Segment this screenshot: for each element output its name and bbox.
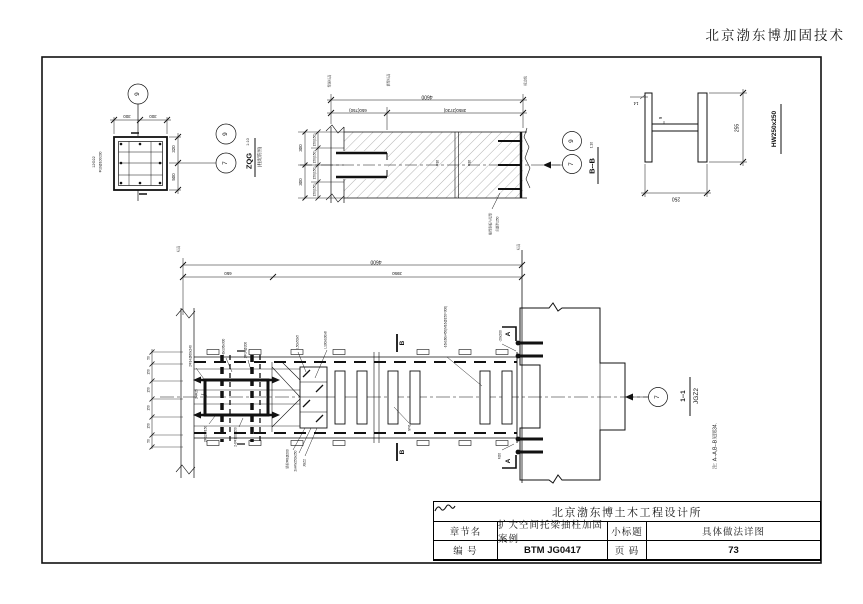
section-mark-b: B [398, 449, 406, 455]
section-bubble-9: 9 [221, 132, 229, 136]
subtitle-label: 小标题 [607, 522, 646, 540]
institute-logo [434, 502, 456, 514]
section-mark-a: A [504, 331, 512, 337]
rebar-note: Φ10@100/200 [98, 151, 103, 173]
dim-label: 4600 [421, 93, 433, 100]
level-tag: 标高 [176, 245, 181, 253]
page-number: 73 [646, 541, 820, 559]
leader-note: 贴焊钢板与原梁 [488, 212, 493, 236]
section-bubble-7: 7 [567, 162, 575, 166]
dim-label: 3950 [392, 271, 402, 277]
section-bubble-7: 7 [653, 395, 661, 399]
institute-name: 北京渤东博土木工程设计所 [552, 506, 702, 519]
dim-label: 150(150) [312, 150, 317, 164]
bolt-tag: Φ16 [467, 159, 472, 167]
company-header: 北京渤东博加固技术 [705, 28, 845, 43]
view-title-name: JGZ2 [692, 388, 700, 404]
dim-label: 150 [146, 387, 151, 393]
annotation: L50x50x5 [295, 335, 300, 349]
chapter-label: 章节名 [449, 528, 482, 538]
dim-label: 14 [633, 101, 639, 107]
annotation: 2xHW250x250 [293, 450, 298, 472]
dim-label: 150(150) [312, 166, 317, 180]
dim-label: 300 [123, 114, 131, 120]
dim-label: 500 [170, 173, 176, 181]
section-bubble-9: 9 [133, 92, 141, 96]
detail-scale: 1:10 [246, 138, 251, 146]
dim-label: 320 [170, 145, 176, 153]
level-tag: 新梁标高 [386, 73, 391, 87]
title-block-row [434, 540, 820, 559]
section-mark-b: B [398, 340, 406, 346]
chapter-value: 扩大空间托梁抽柱加固案例 [497, 522, 607, 540]
dim-label: 150 [146, 423, 151, 429]
annotation: 24Φ25 [194, 389, 199, 399]
annotation: 2Φ14@200 [243, 341, 248, 359]
title-block-institute-row [434, 502, 820, 522]
dim-label: 4600 [370, 258, 382, 265]
annotation: M20 [497, 452, 502, 460]
dim-label: 255 [734, 123, 741, 133]
level-tag: 柱边线 [523, 76, 528, 86]
dim-label: 50 [146, 439, 151, 443]
detail-title-hw: HW250x250 [770, 110, 778, 148]
dim-label: 650 [224, 271, 232, 277]
annotation: -8x136x300 [221, 338, 226, 356]
leader-note: 间距约250 [495, 216, 500, 232]
dim-label: 300 [149, 114, 157, 120]
annotation: 2Φ14@60x240 [188, 345, 193, 367]
title-block [433, 501, 821, 561]
annotation: JGZ2 [302, 459, 307, 467]
dim-label: 300 [297, 178, 303, 186]
annotation: 锚栓Φ8@200 [285, 449, 290, 469]
dim-label: 150 [146, 369, 151, 375]
page-label: 页 码 [607, 541, 646, 559]
level-tag: 标高 [516, 243, 521, 251]
rebar-note: 12Φ22 [92, 156, 97, 168]
section-bubble-9: 9 [567, 139, 575, 143]
detail-title-bb: B--B [587, 158, 597, 174]
drawing-number: BTM JG0417 [497, 541, 607, 559]
number-label: 编 号 [453, 547, 478, 557]
annotation: 2-6Φ100x250 [233, 427, 238, 447]
general-note: 注: A--A,B--B见图34. [712, 422, 719, 470]
subtitle-value: 具体做法详图 [646, 522, 820, 540]
dim-label: 650(750) [349, 108, 367, 114]
annotation: L100x100x8 [323, 331, 328, 349]
detail-scale: 1:10 [589, 141, 594, 149]
annotation: -20x200 [498, 330, 503, 342]
dim-label: 150(150) [312, 183, 317, 197]
title-block-row [434, 521, 820, 545]
dim-label: 150 [146, 405, 151, 411]
dim-label: 50 [146, 356, 151, 360]
dim-label: 300 [297, 144, 303, 152]
bolt-tag: Φ16 [435, 159, 440, 167]
dim-label: 150(150) [312, 133, 317, 147]
annotation: 2Φ12@150 [203, 425, 208, 443]
annotation: -16x160x450(M16@150=300) [443, 305, 448, 349]
dim-label: 250 [671, 195, 681, 202]
level-tag: 梁顶标高 [327, 74, 332, 88]
annotation: hf=6 [407, 424, 412, 432]
section-bubble-7: 7 [221, 161, 229, 165]
detail-title-zqg: ZQG [244, 152, 254, 170]
dim-label: 3850(3730) [443, 108, 467, 114]
detail-subtitle: (柱配筋图) [256, 146, 262, 168]
view-title-number: 1--1 [679, 390, 687, 402]
dim-label: 9 [657, 116, 663, 120]
section-mark-a: A [504, 458, 512, 464]
